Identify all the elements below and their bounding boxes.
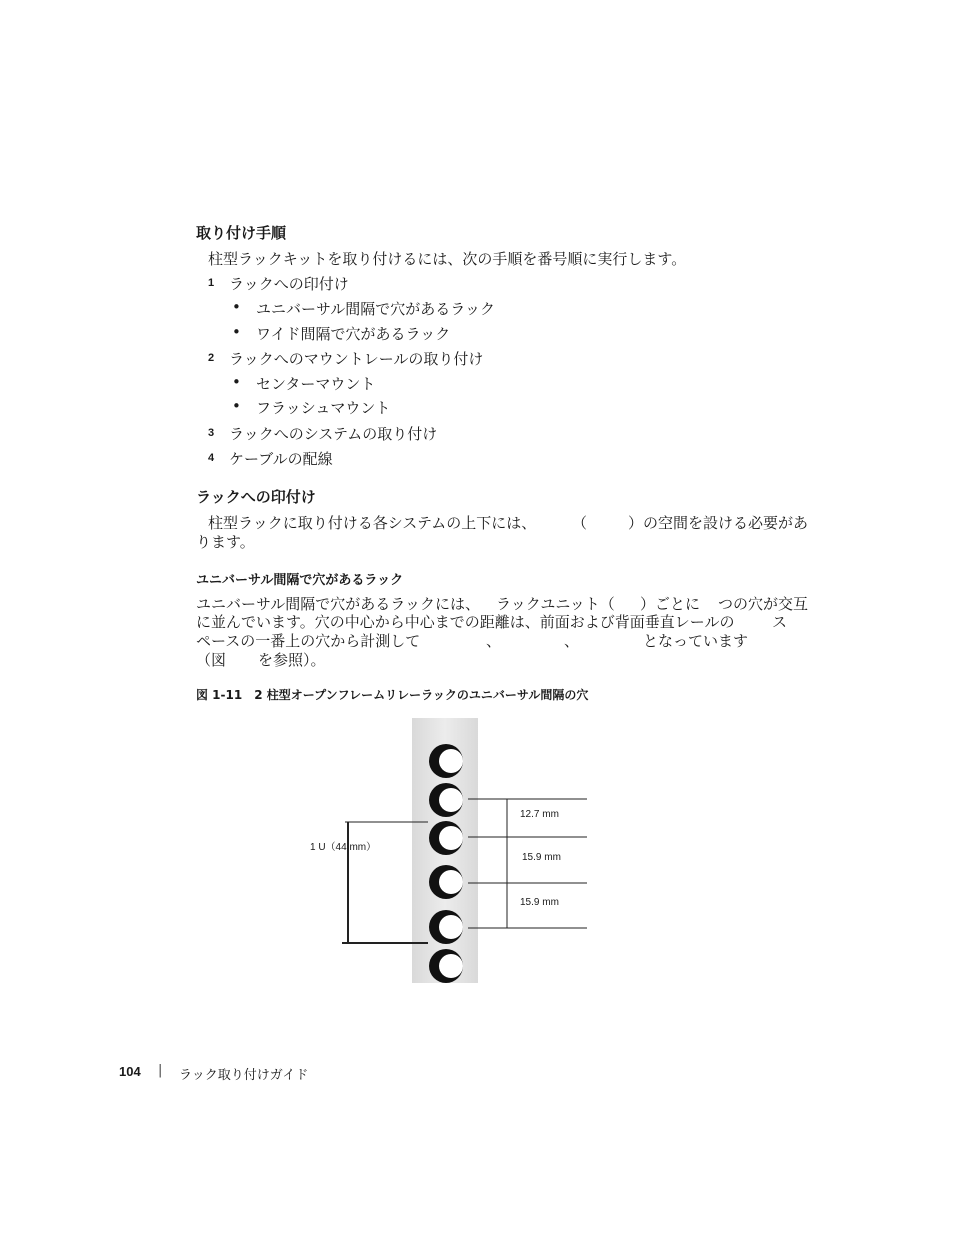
section-title-rack-marking: ラックへの印付け [196,488,316,506]
step-number: 2 [208,352,215,364]
section-title-universal-rack: ユニバーサル間隔で穴があるラック [196,573,404,588]
sub-item: ユニバーサル間隔で穴があるラック [256,300,495,318]
paragraph-text: 、 [564,632,580,650]
footer-separator: | [158,1063,163,1078]
sub-item: フラッシュマウント [256,399,391,417]
bullet: • [232,298,241,316]
step-text: ラックへのシステムの取り付け [229,425,438,443]
step-number: 1 [208,277,215,289]
paragraph-text: ）の空間を設ける必要があ [628,514,809,532]
paragraph-text: ります。 [196,533,255,551]
dimension-label: 12.7 mm [520,809,559,820]
paragraph-text: 、 [486,632,502,650]
rack-hole [429,910,463,944]
rack-hole [429,783,463,817]
paragraph-text: （ [572,514,588,532]
step-number: 4 [208,452,215,464]
sub-item: ワイド間隔で穴があるラック [256,325,451,343]
dimension-label: 15.9 mm [520,897,559,908]
rack-hole [429,949,463,983]
paragraph-text: ）ごとに [640,595,701,613]
paragraph-text: ラックユニット（ [496,595,615,613]
paragraph-text: つの穴が交互 [718,595,809,613]
section-title-install-procedure: 取り付け手順 [196,224,287,242]
rack-hole [429,865,463,899]
paragraph-text: ペースの一番上の穴から計測して [196,632,421,650]
paragraph-text: ス [772,613,788,631]
paragraph-text: （図 [196,651,227,669]
bullet: • [232,323,241,341]
step-number: 3 [208,427,215,439]
figure-caption: 図 1-11 2 柱型オープンフレームリレーラックのユニバーサル間隔の穴 [196,688,589,702]
step-text: ラックへのマウントレールの取り付け [229,350,484,368]
paragraph-text: ユニバーサル間隔で穴があるラックには、 [196,595,480,613]
unit-label: 1 U（44 mm） [310,842,377,853]
bullet: • [232,397,241,415]
step-text: ラックへの印付け [229,275,349,293]
paragraph-text: を参照）。 [258,651,326,669]
paragraph-text: となっています [643,632,749,650]
step-text: ケーブルの配線 [229,450,333,468]
install-intro: 柱型ラックキットを取り付けるには、次の手順を番号順に実行します。 [208,250,687,268]
paragraph-text: に並んでいます。穴の中心から中心までの距離は、前面および背面垂直レールの [196,613,735,631]
footer-doc-title: ラック取り付けガイド [179,1068,309,1083]
rack-hole [429,821,463,855]
rack-hole [429,744,463,778]
bullet: • [232,373,241,391]
paragraph-text: 柱型ラックに取り付ける各システムの上下には、 [208,514,537,532]
sub-item: センターマウント [256,375,376,393]
page-number: 104 [119,1064,141,1079]
dimension-label: 15.9 mm [522,852,561,863]
